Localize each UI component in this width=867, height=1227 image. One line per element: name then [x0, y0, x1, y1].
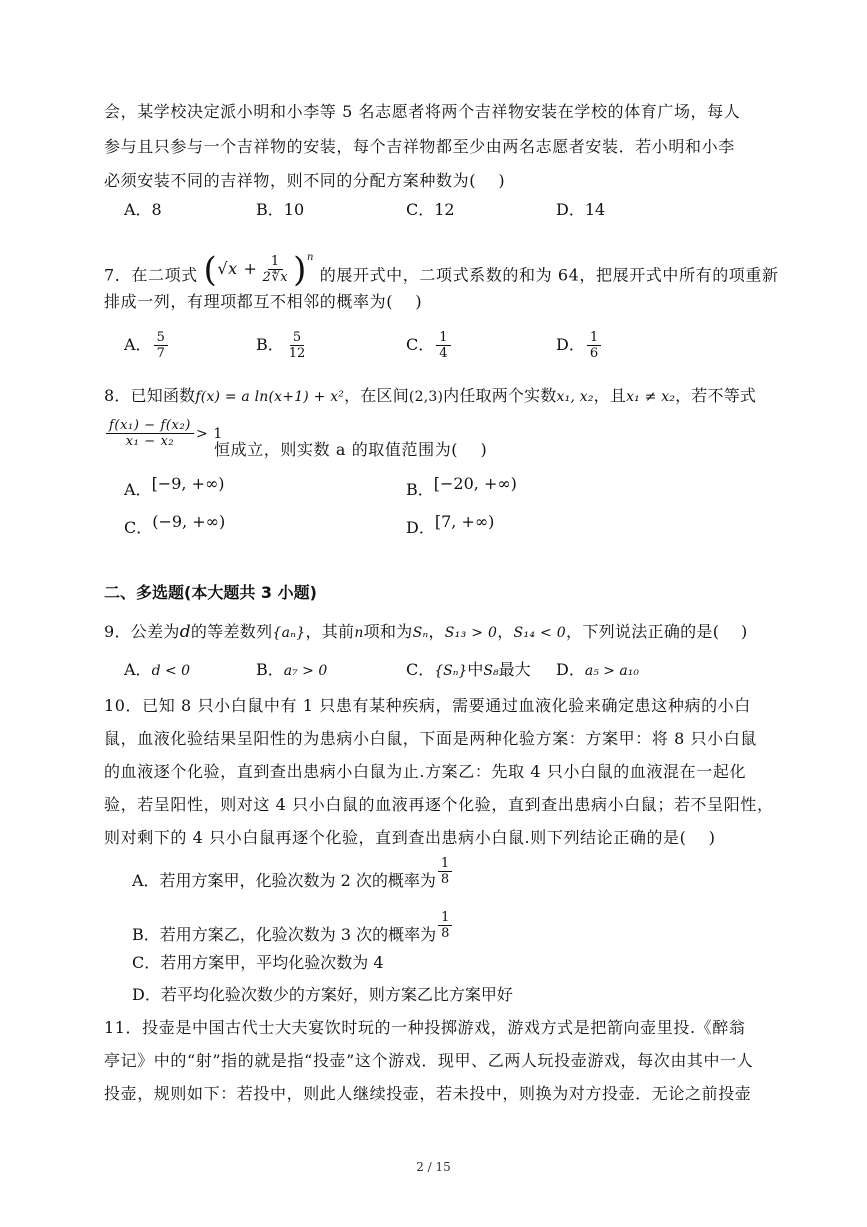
q9-line-1 — [104, 622, 748, 643]
q6-line-3: 必须安装不同的吉祥物，则不同的分配方案种数为( ) — [104, 171, 506, 190]
option-label: C． — [124, 518, 153, 537]
frac-den: 4 — [439, 346, 448, 361]
option-text: B．若用方案乙，化验次数为 3 次的概率为 — [132, 925, 437, 944]
q9-option-a — [124, 660, 190, 681]
option-fraction — [154, 330, 168, 361]
q10-line-3: 的血液逐个化验，直到查出患病小白鼠为止.方案乙：先取 4 只小白鼠的血液混在一起化 — [104, 762, 747, 781]
q8-text-a: 8．已知函数 — [104, 386, 196, 405]
q9-text: 项和为 — [363, 622, 413, 641]
option-label: D． — [406, 518, 435, 537]
q7-expr-exp: n — [307, 252, 315, 263]
option-value: {Sₙ} — [434, 663, 468, 679]
option-value: [−20, +∞) — [433, 474, 517, 493]
option-label: B． — [256, 660, 284, 679]
option-text: 最大 — [498, 660, 531, 679]
q9-text: 的等差数列 — [190, 622, 273, 641]
option-label: A． — [124, 660, 152, 679]
option-value: a₅ > a₁₀ — [584, 663, 640, 679]
q7-option-b — [256, 330, 310, 361]
q9-an: {aₙ} — [272, 625, 306, 641]
option-label: D． — [556, 335, 585, 354]
option-value: d < 0 — [151, 663, 191, 679]
q8-ineq-num: f(x₁) − f(x₂) — [106, 418, 194, 434]
q6-line-2: 参与且只参与一个吉祥物的安装，每个吉祥物都至少由两名志愿者安装．若小明和小李 — [104, 137, 735, 156]
frac-num: 5 — [154, 330, 168, 346]
q8-text-e: ，若不等式 — [675, 386, 757, 405]
q9-s13: S₁₃ > 0 — [444, 625, 498, 641]
option-value: S₈ — [483, 663, 499, 679]
q8-vars: x₁, x₂ — [556, 389, 594, 405]
q9-text: 9．公差为 — [104, 622, 180, 641]
left-paren: ( — [203, 249, 218, 290]
q9-s14: S₁₄ < 0 — [513, 625, 567, 641]
q9-d: d — [179, 622, 191, 642]
q7-expr-x: √x + — [217, 259, 258, 278]
section-heading: 二、多选题(本大题共 3 小题) — [104, 583, 317, 602]
q8-option-b — [406, 474, 517, 500]
q6-option-a: A．8 — [124, 200, 162, 219]
option-value: a₇ > 0 — [283, 663, 328, 679]
option-label: D． — [556, 660, 585, 679]
option-value: [−9, +∞) — [151, 474, 225, 493]
q6-option-c: C．12 — [406, 200, 455, 219]
q6-option-d: D．14 — [556, 200, 606, 219]
q7-line-1 — [104, 249, 779, 290]
option-label: C． — [406, 660, 435, 679]
q10-option-a — [132, 856, 454, 897]
q6-option-b: B．10 — [256, 200, 305, 219]
q7-option-c — [406, 330, 453, 361]
q11-line-3: 投壶，规则如下：若投中，则此人继续投壶，若未投中，则换为对方投壶．无论之前投壶 — [104, 1084, 752, 1103]
q8-function: f(x) = a ln(x+1) + x² — [195, 389, 345, 405]
frac-num: 1 — [438, 910, 452, 926]
option-text: A．若用方案甲，化验次数为 2 次的概率为 — [132, 871, 436, 890]
q8-interval: (2,3) — [408, 389, 444, 405]
q8-option-d — [406, 512, 495, 538]
option-fraction — [587, 330, 601, 361]
q9-text: ，其前 — [305, 622, 355, 641]
q7-option-a — [124, 330, 170, 361]
q7-binomial-expression — [203, 248, 314, 290]
q8-text-c: 内任取两个实数 — [443, 386, 557, 405]
q7-text-a: 7．在二项式 — [104, 265, 198, 285]
q7-expr-num: 1 — [268, 254, 283, 270]
option-label: A． — [124, 335, 152, 354]
option-fraction — [436, 330, 450, 361]
option-fraction — [286, 330, 309, 361]
q9-option-d — [556, 660, 639, 681]
q7-text-b: 的展开式中，二项式系数的和为 64，把展开式中所有的项重新 — [319, 265, 779, 285]
q8-text-d: ，且 — [593, 386, 627, 405]
option-label: C． — [406, 335, 435, 354]
q8-text-b: ，在区间 — [344, 386, 409, 405]
frac-num: 1 — [438, 856, 452, 872]
frac-den: 8 — [441, 926, 450, 941]
q8-neq: x₁ ≠ x₂ — [626, 389, 676, 405]
option-value: (−9, +∞) — [152, 512, 226, 531]
frac-num: 1 — [587, 330, 601, 346]
option-value: [7, +∞) — [434, 512, 495, 531]
q11-line-2: 亭记》中的“射”指的就是指“投壶”这个游戏．现甲、乙两人玩投壶游戏，每次由其中一人 — [104, 1051, 754, 1070]
q10-line-4: 验，若呈阳性，则对这 4 只小白鼠的血液再逐个化验，直到查出患病小白鼠；若不呈阳性， — [104, 795, 774, 814]
frac-den: 7 — [156, 346, 165, 361]
q9-option-b — [256, 660, 327, 681]
q10-line-2: 鼠，血液化验结果呈阳性的为患病小白鼠，下面是两种化验方案：方案甲：将 8 只小白鼠 — [104, 729, 757, 748]
q8-option-c — [124, 512, 226, 538]
option-label: A． — [124, 480, 152, 499]
q9-text: ， — [497, 622, 514, 641]
q9-option-c — [406, 660, 531, 681]
q10-option-d: D．若平均化验次数少的方案好，则方案乙比方案甲好 — [132, 985, 513, 1004]
q10-line-5: 则对剩下的 4 只小白鼠再逐个化验，直到查出患病小白鼠.则下列结论正确的是( ) — [104, 828, 716, 847]
frac-den: 12 — [288, 346, 306, 361]
frac-num: 1 — [436, 330, 450, 346]
option-fraction — [438, 856, 452, 887]
right-paren: ) — [293, 249, 308, 290]
q8-option-a — [124, 474, 225, 500]
q10-line-1: 10．已知 8 只小白鼠中有 1 只患有某种疾病，需要通过血液化验来确定患这种病的小白 — [104, 696, 751, 715]
q8-ineq-rhs: > 1 — [195, 426, 223, 442]
frac-den: 8 — [440, 872, 450, 887]
q9-sn: Sₙ — [412, 625, 429, 641]
q10-option-c: C．若用方案甲，平均化验次数为 4 — [132, 953, 384, 972]
q8-inequality — [104, 418, 223, 449]
q6-line-1: 会，某学校决定派小明和小李等 5 名志愿者将两个吉祥物安装在学校的体育广场，每人 — [104, 102, 741, 121]
frac-den: 6 — [589, 346, 599, 361]
frac-num: 5 — [290, 330, 304, 346]
q8-ineq-frac — [106, 418, 194, 449]
q9-n: n — [354, 625, 364, 641]
q9-text: ， — [428, 622, 445, 641]
page-number: 2 / 15 — [416, 1160, 451, 1174]
q9-text: ，下列说法正确的是( ) — [566, 622, 748, 641]
q7-expr-den: 2∜x — [262, 270, 289, 285]
q8-line-2: 恒成立，则实数 a 的取值范围为( ) — [214, 440, 488, 459]
q8-ineq-den: x₁ − x₂ — [125, 434, 175, 449]
q11-line-1: 11．投壶是中国古代士大夫宴饮时玩的一种投掷游戏，游戏方式是把箭向壶里投.《醉翁 — [104, 1018, 746, 1037]
q10-option-b — [132, 910, 454, 951]
option-text: 中 — [467, 660, 484, 679]
q7-line-2: 排成一列，有理项都互不相邻的概率为( ) — [104, 292, 423, 311]
q8-line-1 — [104, 386, 756, 407]
option-label: B． — [256, 335, 284, 354]
q7-option-d — [556, 330, 603, 361]
q7-expr-frac — [259, 254, 291, 285]
option-label: B． — [406, 480, 434, 499]
option-fraction — [438, 910, 452, 941]
